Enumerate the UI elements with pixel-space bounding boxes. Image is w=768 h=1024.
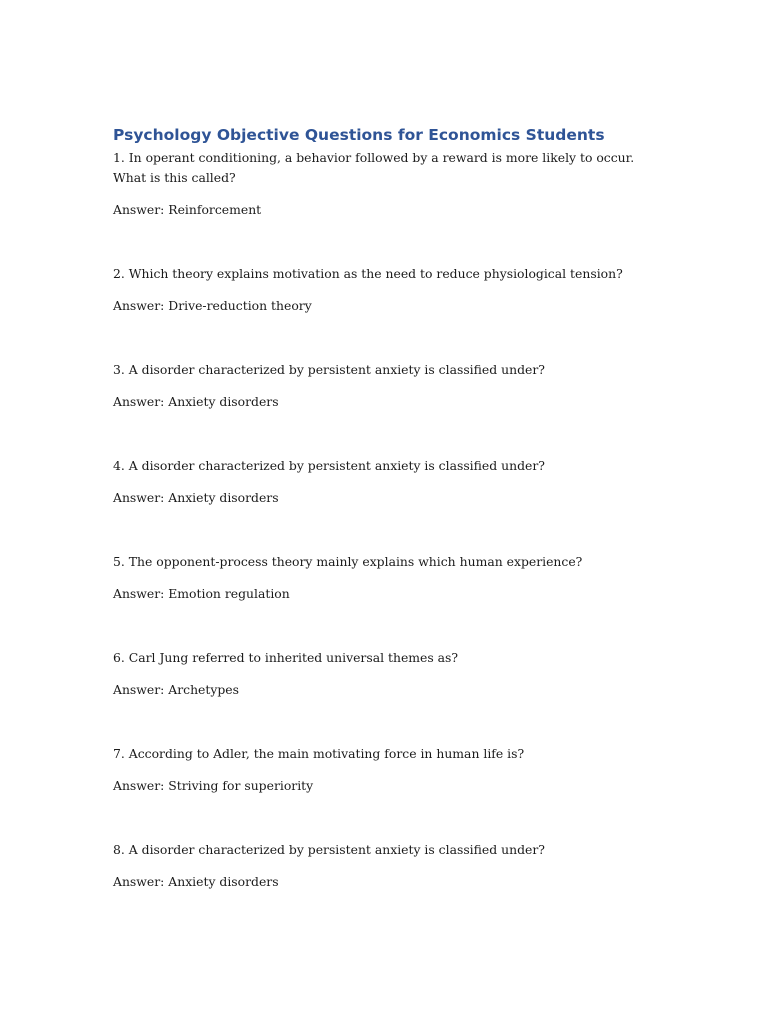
document-page bbox=[113, 124, 658, 889]
answer-5: Answer: Emotion regulation bbox=[113, 586, 290, 601]
question-5: 5. The opponent-process theory mainly explains which human experience? bbox=[113, 554, 583, 569]
question-2: 2. Which theory explains motivation as the need to reduce physiological tension? bbox=[113, 266, 623, 281]
qa-item-2 bbox=[113, 264, 658, 316]
question-3: 3. A disorder characterized by persistent anxiety is classified under? bbox=[113, 362, 545, 377]
document-title: Psychology Objective Questions for Economics Students bbox=[113, 126, 605, 144]
question-6: 6. Carl Jung referred to inherited universal themes as? bbox=[113, 650, 459, 665]
question-1: 1. In operant conditioning, a behavior followed by a reward is more likely to occur. What is this called? bbox=[113, 150, 635, 185]
question-4: 4. A disorder characterized by persistent anxiety is classified under? bbox=[113, 458, 545, 473]
qa-item-5 bbox=[113, 552, 658, 604]
qa-item-4 bbox=[113, 456, 658, 508]
question-8: 8. A disorder characterized by persistent anxiety is classified under? bbox=[113, 842, 545, 857]
answer-1: Answer: Reinforcement bbox=[113, 202, 262, 217]
qa-item-1 bbox=[113, 148, 658, 220]
answer-2: Answer: Drive-reduction theory bbox=[113, 298, 312, 313]
answer-8: Answer: Anxiety disorders bbox=[113, 874, 279, 889]
qa-item-7 bbox=[113, 744, 658, 796]
answer-7: Answer: Striving for superiority bbox=[113, 778, 314, 793]
answer-3: Answer: Anxiety disorders bbox=[113, 394, 279, 409]
qa-item-8 bbox=[113, 840, 658, 892]
qa-item-6 bbox=[113, 648, 658, 700]
qa-item-3 bbox=[113, 360, 658, 412]
answer-4: Answer: Anxiety disorders bbox=[113, 490, 279, 505]
answer-6: Answer: Archetypes bbox=[113, 682, 239, 697]
question-7: 7. According to Adler, the main motivating force in human life is? bbox=[113, 746, 525, 761]
